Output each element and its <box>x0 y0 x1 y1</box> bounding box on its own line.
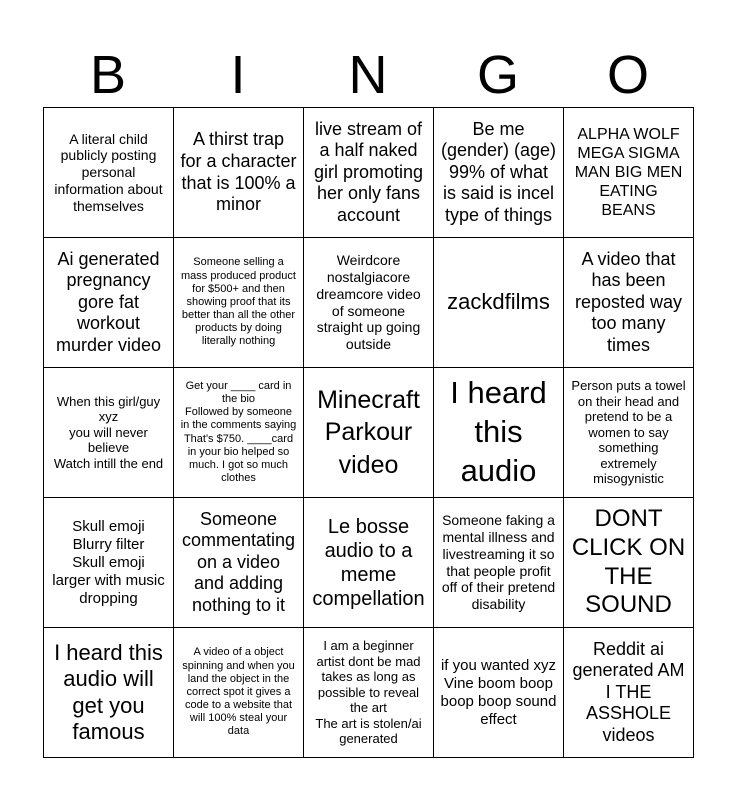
bingo-cell[interactable]: Reddit ai generated AM I THE ASSHOLE videos <box>564 628 694 758</box>
bingo-cell[interactable]: Be me (gender) (age) 99% of what is said is incel type of things <box>434 108 564 238</box>
bingo-cell[interactable]: I heard this audio <box>434 368 564 498</box>
bingo-cell[interactable]: Someone commentating on a video and adding nothing to it <box>174 498 304 628</box>
bingo-cell[interactable]: live stream of a half naked girl promoting her only fans account <box>304 108 434 238</box>
bingo-grid <box>43 107 694 758</box>
bingo-cell[interactable]: Ai generated pregnancy gore fat workout murder video <box>44 238 174 368</box>
bingo-cell[interactable]: A video of a object spinning and when you land the object in the correct spot it gives a code to a website that will 100% steal your data <box>174 628 304 758</box>
bingo-cell[interactable]: I heard this audio will get you famous <box>44 628 174 758</box>
bingo-cell[interactable]: if you wanted xyz Vine boom boop boop boop sound effect <box>434 628 564 758</box>
header-letter-i: I <box>230 45 246 105</box>
bingo-cell[interactable]: zackdfilms <box>434 238 564 368</box>
bingo-cell[interactable]: Minecraft Parkour video <box>304 368 434 498</box>
bingo-cell[interactable]: I am a beginner artist dont be mad takes as long as possible to reveal the art The art is stolen/ai generated <box>304 628 434 758</box>
bingo-header <box>43 40 693 110</box>
header-letter-n: N <box>348 45 388 105</box>
bingo-cell[interactable]: DONT CLICK ON THE SOUND <box>564 498 694 628</box>
header-letter-o: O <box>606 45 649 105</box>
bingo-cell[interactable]: Le bosse audio to a meme compellation <box>304 498 434 628</box>
bingo-cell[interactable]: Person puts a towel on their head and pretend to be a women to say something extremely misogynistic <box>564 368 694 498</box>
bingo-cell[interactable]: Skull emoji Blurry filter Skull emoji larger with music dropping <box>44 498 174 628</box>
header-letter-g: G <box>476 45 519 105</box>
bingo-cell[interactable]: Get your ____ card in the bio Followed by someone in the comments saying That's $750. ____card in your bio helped so much. I got so much clothes <box>174 368 304 498</box>
bingo-cell[interactable]: Someone faking a mental illness and livestreaming it so that people profit off of their pretend disability <box>434 498 564 628</box>
bingo-cell[interactable]: ALPHA WOLF MEGA SIGMA MAN BIG MEN EATING BEANS <box>564 108 694 238</box>
header-letter-b: B <box>89 45 127 105</box>
bingo-cell[interactable]: A literal child publicly posting personal information about themselves <box>44 108 174 238</box>
bingo-cell[interactable]: A thirst trap for a character that is 100% a minor <box>174 108 304 238</box>
bingo-cell[interactable]: A video that has been reposted way too many times <box>564 238 694 368</box>
bingo-cell[interactable]: When this girl/guy xyz you will never believe Watch intill the end <box>44 368 174 498</box>
bingo-cell[interactable]: Someone selling a mass produced product for $500+ and then showing proof that its better than all the other products by doing literally nothing <box>174 238 304 368</box>
bingo-cell[interactable]: Weirdcore nostalgiacore dreamcore video of someone straight up going outside <box>304 238 434 368</box>
